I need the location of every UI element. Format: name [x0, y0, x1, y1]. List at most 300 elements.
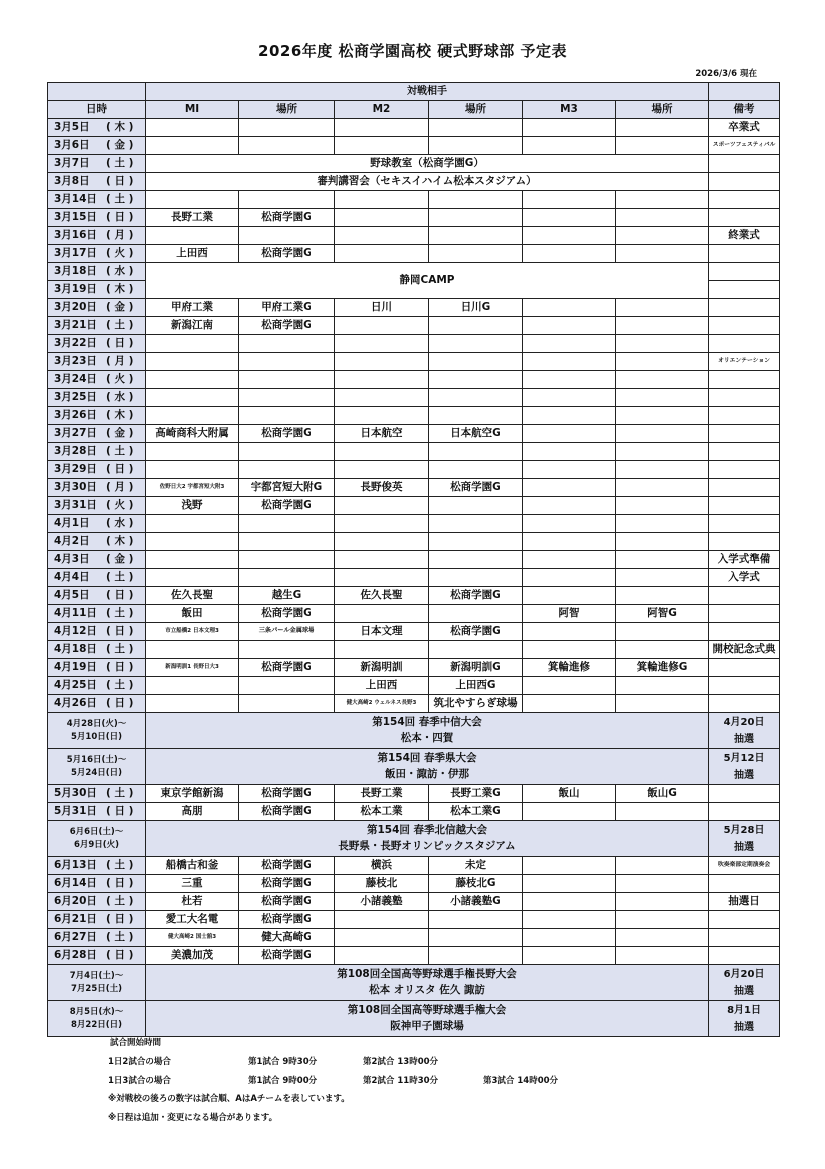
opponent-m1: 新潟江南 [146, 317, 239, 335]
date-text: 3月18日 [54, 264, 97, 277]
opponent-m2 [335, 947, 429, 965]
draw-date: 5月12日 [723, 752, 765, 764]
date-text: 3月23日 [54, 354, 97, 367]
place-m1: 松商学園G [239, 245, 335, 263]
date-text: 3月6日 [54, 138, 90, 151]
draw-label: 抽選 [734, 1021, 755, 1033]
tournament-dates [48, 965, 146, 1001]
tournament-start: 5月16日(土)～ [66, 754, 127, 765]
place-m3 [616, 515, 709, 533]
place-m3 [616, 371, 709, 389]
opponent-m1 [146, 533, 239, 551]
opponent-m2: 健大高崎2 ウェルネス長野3 [335, 695, 429, 713]
opponent-m2 [335, 335, 429, 353]
place-m3 [616, 803, 709, 821]
opponent-m3 [523, 533, 616, 551]
as-of-date: 2026/3/6 現在 [695, 69, 757, 79]
header-m2: M2 [335, 101, 429, 119]
schedule-row [48, 695, 780, 713]
place-m1: 宇都宮短大附G [239, 479, 335, 497]
tournament-name: 第108回全国高等野球選手権長野大会 [337, 967, 517, 980]
date-cell [48, 461, 146, 479]
opponent-m3 [523, 425, 616, 443]
date-cell [48, 425, 146, 443]
opponent-m3: 阿智 [523, 605, 616, 623]
weekday-text: ( 土 ) [106, 606, 134, 619]
place-m1: 健大高崎G [239, 929, 335, 947]
schedule-row [48, 407, 780, 425]
opponent-m1 [146, 551, 239, 569]
weekday-text: ( 日 ) [106, 876, 134, 889]
place-m3: 箕輪進修G [616, 659, 709, 677]
opponent-m3 [523, 299, 616, 317]
date-cell [48, 605, 146, 623]
place-m3 [616, 587, 709, 605]
weekday-text: ( 金 ) [106, 552, 134, 565]
date-text: 3月26日 [54, 408, 97, 421]
two-games-first: 第1試合 9時30分 [248, 1057, 318, 1067]
opponent-m1 [146, 407, 239, 425]
notes-cell [709, 371, 780, 389]
tournament-venue: 阪神甲子園球場 [390, 1019, 464, 1032]
notes-cell [709, 389, 780, 407]
place-m2: 上田西G [429, 677, 523, 695]
notes-cell: 抽選日 [709, 893, 780, 911]
place-m1 [239, 461, 335, 479]
place-m2 [429, 533, 523, 551]
opponent-m2: 松本工業 [335, 803, 429, 821]
weekday-text: ( 日 ) [106, 210, 134, 223]
schedule-row [48, 443, 780, 461]
opponent-m3 [523, 479, 616, 497]
opponent-m3 [523, 389, 616, 407]
opponent-m2: 日川 [335, 299, 429, 317]
notes-cell: 吹奏楽部定期演奏会 [709, 857, 780, 875]
tournament-venue: 長野県・長野オリンピックスタジアム [338, 839, 516, 852]
opponent-m2 [335, 929, 429, 947]
weekday-text: ( 土 ) [106, 156, 134, 169]
tournament-name: 第108回全国高等野球選手権大会 [347, 1003, 507, 1016]
opponent-m2: 上田西 [335, 677, 429, 695]
notes-cell: 入学式準備 [709, 551, 780, 569]
place-m1 [239, 533, 335, 551]
place-m2: 小諸義塾G [429, 893, 523, 911]
place-m1: 松商学園G [239, 497, 335, 515]
tournament-dates [48, 713, 146, 749]
opponent-m3 [523, 911, 616, 929]
schedule-row [48, 605, 780, 623]
weekday-text: ( 火 ) [106, 246, 134, 259]
date-text: 3月27日 [54, 426, 97, 439]
notes-cell [709, 533, 780, 551]
place-m3 [616, 569, 709, 587]
place-m2 [429, 317, 523, 335]
weekday-text: ( 月 ) [106, 228, 134, 241]
date-cell [48, 515, 146, 533]
date-text: 3月14日 [54, 192, 97, 205]
notes-cell [709, 443, 780, 461]
place-m3 [616, 947, 709, 965]
opponent-m1 [146, 227, 239, 245]
tournament-end: 6月9日(火) [73, 839, 120, 850]
footnote-order: ※対戦校の後ろの数字は試合順、AはAチームを表しています。 [108, 1094, 350, 1104]
opponent-m3: 箕輪進修 [523, 659, 616, 677]
opponent-m2 [335, 227, 429, 245]
place-m2 [429, 605, 523, 623]
notes-cell [709, 281, 780, 299]
opponent-m1 [146, 677, 239, 695]
opponent-m3 [523, 947, 616, 965]
date-cell [48, 173, 146, 191]
date-cell [48, 785, 146, 803]
notes-cell: 入学式 [709, 569, 780, 587]
header-notes: 備考 [709, 101, 780, 119]
place-m3 [616, 443, 709, 461]
opponent-m3 [523, 695, 616, 713]
place-m3 [616, 317, 709, 335]
date-cell [48, 587, 146, 605]
schedule-row [48, 461, 780, 479]
date-text: 6月20日 [54, 894, 97, 907]
place-m3 [616, 893, 709, 911]
date-cell [48, 893, 146, 911]
schedule-row [48, 119, 780, 137]
date-text: 3月25日 [54, 390, 97, 403]
place-m1: 越生G [239, 587, 335, 605]
place-m1 [239, 353, 335, 371]
place-m3 [616, 245, 709, 263]
event-row [48, 263, 780, 281]
place-m2 [429, 119, 523, 137]
date-text: 3月5日 [54, 120, 90, 133]
date-text: 4月18日 [54, 642, 97, 655]
place-m2: 未定 [429, 857, 523, 875]
place-m2: 長野工業G [429, 785, 523, 803]
schedule-row [48, 371, 780, 389]
weekday-text: ( 土 ) [106, 570, 134, 583]
tournament-name: 第154回 春季中信大会 [372, 715, 482, 728]
weekday-text: ( 水 ) [106, 516, 134, 529]
opponent-m3 [523, 497, 616, 515]
opponent-m2 [335, 551, 429, 569]
notes-cell [709, 911, 780, 929]
opponent-m3 [523, 875, 616, 893]
place-m1 [239, 227, 335, 245]
notes-cell [709, 299, 780, 317]
draw-label: 抽選 [734, 733, 755, 745]
place-m3 [616, 677, 709, 695]
opponent-m3 [523, 893, 616, 911]
date-cell [48, 263, 146, 281]
opponent-m2: 新潟明訓 [335, 659, 429, 677]
notes-cell: スポーツフェスティバル [709, 137, 780, 155]
date-text: 3月19日 [54, 282, 97, 295]
place-m2: 筑北やすらぎ球場 [429, 695, 523, 713]
event-cell: 審判講習会（セキスイハイム松本スタジアム） [146, 173, 709, 191]
start-time-heading: 試合開始時間 [110, 1038, 162, 1048]
place-m1 [239, 677, 335, 695]
opponent-m1: 高朋 [146, 803, 239, 821]
notes-cell [709, 191, 780, 209]
opponent-m2 [335, 407, 429, 425]
opponent-m1: 杜若 [146, 893, 239, 911]
place-m1 [239, 119, 335, 137]
tournament-info [146, 1001, 709, 1037]
opponent-m2 [335, 137, 429, 155]
opponent-m3 [523, 227, 616, 245]
draw-info [709, 749, 780, 785]
opponent-m2: 小諸義塾 [335, 893, 429, 911]
date-cell [48, 803, 146, 821]
date-text: 4月3日 [54, 552, 90, 565]
date-text: 5月31日 [54, 804, 97, 817]
date-cell [48, 191, 146, 209]
place-m2: 松商学園G [429, 623, 523, 641]
schedule-row [48, 551, 780, 569]
header-place3: 場所 [616, 101, 709, 119]
opponent-m2: 日本文理 [335, 623, 429, 641]
schedule-row [48, 623, 780, 641]
place-m3 [616, 191, 709, 209]
weekday-text: ( 日 ) [106, 804, 134, 817]
place-m1: 松商学園G [239, 803, 335, 821]
opponent-m3 [523, 335, 616, 353]
notes-cell [709, 245, 780, 263]
opponent-m3 [523, 929, 616, 947]
tournament-dates [48, 821, 146, 857]
place-m2 [429, 353, 523, 371]
date-text: 3月20日 [54, 300, 97, 313]
header-m1: MⅠ [146, 101, 239, 119]
place-m2 [429, 137, 523, 155]
opponent-m2 [335, 119, 429, 137]
date-cell [48, 623, 146, 641]
place-m2: 松商学園G [429, 587, 523, 605]
place-m1: 松商学園G [239, 947, 335, 965]
schedule-row [48, 425, 780, 443]
opponent-m2 [335, 605, 429, 623]
place-m3 [616, 551, 709, 569]
weekday-text: ( 土 ) [106, 642, 134, 655]
weekday-text: ( 土 ) [106, 858, 134, 871]
opponent-m1: 三重 [146, 875, 239, 893]
place-m1: 松商学園G [239, 893, 335, 911]
place-m1 [239, 641, 335, 659]
place-m2: 松商学園G [429, 479, 523, 497]
place-m1: 松商学園G [239, 425, 335, 443]
opponent-m1 [146, 137, 239, 155]
draw-info [709, 1001, 780, 1037]
schedule-row [48, 893, 780, 911]
date-cell [48, 677, 146, 695]
place-m1 [239, 137, 335, 155]
notes-cell [709, 875, 780, 893]
date-cell [48, 857, 146, 875]
place-m1 [239, 407, 335, 425]
date-cell [48, 209, 146, 227]
date-cell [48, 443, 146, 461]
place-m2: 松本工業G [429, 803, 523, 821]
schedule-row [48, 245, 780, 263]
opponent-m2 [335, 533, 429, 551]
weekday-text: ( 金 ) [106, 300, 134, 313]
opponent-m1 [146, 119, 239, 137]
place-m3 [616, 389, 709, 407]
place-m3 [616, 875, 709, 893]
weekday-text: ( 水 ) [106, 390, 134, 403]
opponent-m2 [335, 317, 429, 335]
opponent-m2: 横浜 [335, 857, 429, 875]
date-cell [48, 281, 146, 299]
opponent-m3 [523, 515, 616, 533]
schedule-row [48, 641, 780, 659]
opponent-m2: 長野俊英 [335, 479, 429, 497]
draw-date: 6月20日 [723, 968, 765, 980]
date-cell [48, 497, 146, 515]
header-place2: 場所 [429, 101, 523, 119]
weekday-text: ( 木 ) [106, 120, 134, 133]
place-m2 [429, 497, 523, 515]
weekday-text: ( 金 ) [106, 138, 134, 151]
place-m1: 松商学園G [239, 659, 335, 677]
date-text: 3月15日 [54, 210, 97, 223]
tournament-info [146, 965, 709, 1001]
weekday-text: ( 日 ) [106, 174, 134, 187]
weekday-text: ( 木 ) [106, 408, 134, 421]
date-text: 4月26日 [54, 696, 97, 709]
opponent-m1 [146, 443, 239, 461]
place-m2 [429, 461, 523, 479]
date-text: 3月24日 [54, 372, 97, 385]
place-m1 [239, 569, 335, 587]
weekday-text: ( 日 ) [106, 624, 134, 637]
place-m3 [616, 335, 709, 353]
draw-info [709, 821, 780, 857]
draw-date: 4月20日 [723, 716, 765, 728]
schedule-row [48, 659, 780, 677]
event-row [48, 173, 780, 191]
place-m1: 甲府工業G [239, 299, 335, 317]
place-m2 [429, 245, 523, 263]
opponent-m2 [335, 461, 429, 479]
weekday-text: ( 日 ) [106, 912, 134, 925]
place-m2 [429, 641, 523, 659]
three-games-third: 第3試合 14時00分 [483, 1076, 559, 1086]
date-text: 4月12日 [54, 624, 97, 637]
event-cell: 静岡CAMP [146, 263, 709, 299]
notes-cell [709, 461, 780, 479]
opponent-m1: 健大高崎2 国士舘3 [146, 929, 239, 947]
place-m3 [616, 407, 709, 425]
opponent-m2 [335, 641, 429, 659]
opponent-m1 [146, 353, 239, 371]
date-text: 6月13日 [54, 858, 97, 871]
schedule-row [48, 569, 780, 587]
schedule-row [48, 299, 780, 317]
place-m3 [616, 497, 709, 515]
place-m2 [429, 371, 523, 389]
schedule-row [48, 803, 780, 821]
draw-date: 8月1日 [727, 1004, 761, 1016]
schedule-row [48, 353, 780, 371]
date-cell [48, 371, 146, 389]
opponent-m3 [523, 443, 616, 461]
opponent-m2: 佐久長聖 [335, 587, 429, 605]
place-m3 [616, 209, 709, 227]
tournament-end: 5月24日(日) [70, 767, 122, 778]
tournament-dates [48, 749, 146, 785]
date-cell [48, 947, 146, 965]
date-text: 5月30日 [54, 786, 97, 799]
tournament-info [146, 821, 709, 857]
header-blank [709, 83, 780, 101]
date-cell [48, 335, 146, 353]
notes-cell [709, 659, 780, 677]
date-cell [48, 479, 146, 497]
notes-cell [709, 155, 780, 173]
notes-cell [709, 515, 780, 533]
place-m2: 日本航空G [429, 425, 523, 443]
notes-cell [709, 263, 780, 281]
opponent-m3 [523, 353, 616, 371]
opponent-m3 [523, 803, 616, 821]
weekday-text: ( 金 ) [106, 426, 134, 439]
schedule-row [48, 533, 780, 551]
place-m3: 飯山G [616, 785, 709, 803]
place-m2: 日川G [429, 299, 523, 317]
opponent-m2 [335, 443, 429, 461]
date-text: 3月21日 [54, 318, 97, 331]
date-text: 3月22日 [54, 336, 97, 349]
place-m1: 三条パール金属球場 [239, 623, 335, 641]
tournament-end: 7月25日(土) [70, 983, 122, 994]
notes-cell [709, 407, 780, 425]
opponent-m3 [523, 245, 616, 263]
place-m2 [429, 947, 523, 965]
schedule-row [48, 389, 780, 407]
schedule-table [47, 82, 780, 1037]
weekday-text: ( 木 ) [106, 282, 134, 295]
date-cell [48, 551, 146, 569]
place-m2 [429, 551, 523, 569]
opponent-m3 [523, 191, 616, 209]
place-m2: 新潟明訓G [429, 659, 523, 677]
date-text: 3月7日 [54, 156, 90, 169]
date-cell [48, 299, 146, 317]
tournament-row [48, 1001, 780, 1037]
opponent-m3 [523, 587, 616, 605]
place-m2 [429, 209, 523, 227]
date-text: 3月8日 [54, 174, 90, 187]
notes-cell [709, 695, 780, 713]
place-m1 [239, 191, 335, 209]
date-cell [48, 245, 146, 263]
date-text: 4月2日 [54, 534, 90, 547]
place-m1 [239, 335, 335, 353]
place-m2 [429, 191, 523, 209]
notes-cell [709, 947, 780, 965]
place-m2 [429, 515, 523, 533]
tournament-start: 4月28日(火)～ [66, 718, 127, 729]
tournament-info [146, 713, 709, 749]
opponent-m3 [523, 137, 616, 155]
tournament-dates [48, 1001, 146, 1037]
weekday-text: ( 火 ) [106, 498, 134, 511]
opponent-m1: 甲府工業 [146, 299, 239, 317]
opponent-m2: 日本航空 [335, 425, 429, 443]
place-m3 [616, 857, 709, 875]
date-text: 3月29日 [54, 462, 97, 475]
